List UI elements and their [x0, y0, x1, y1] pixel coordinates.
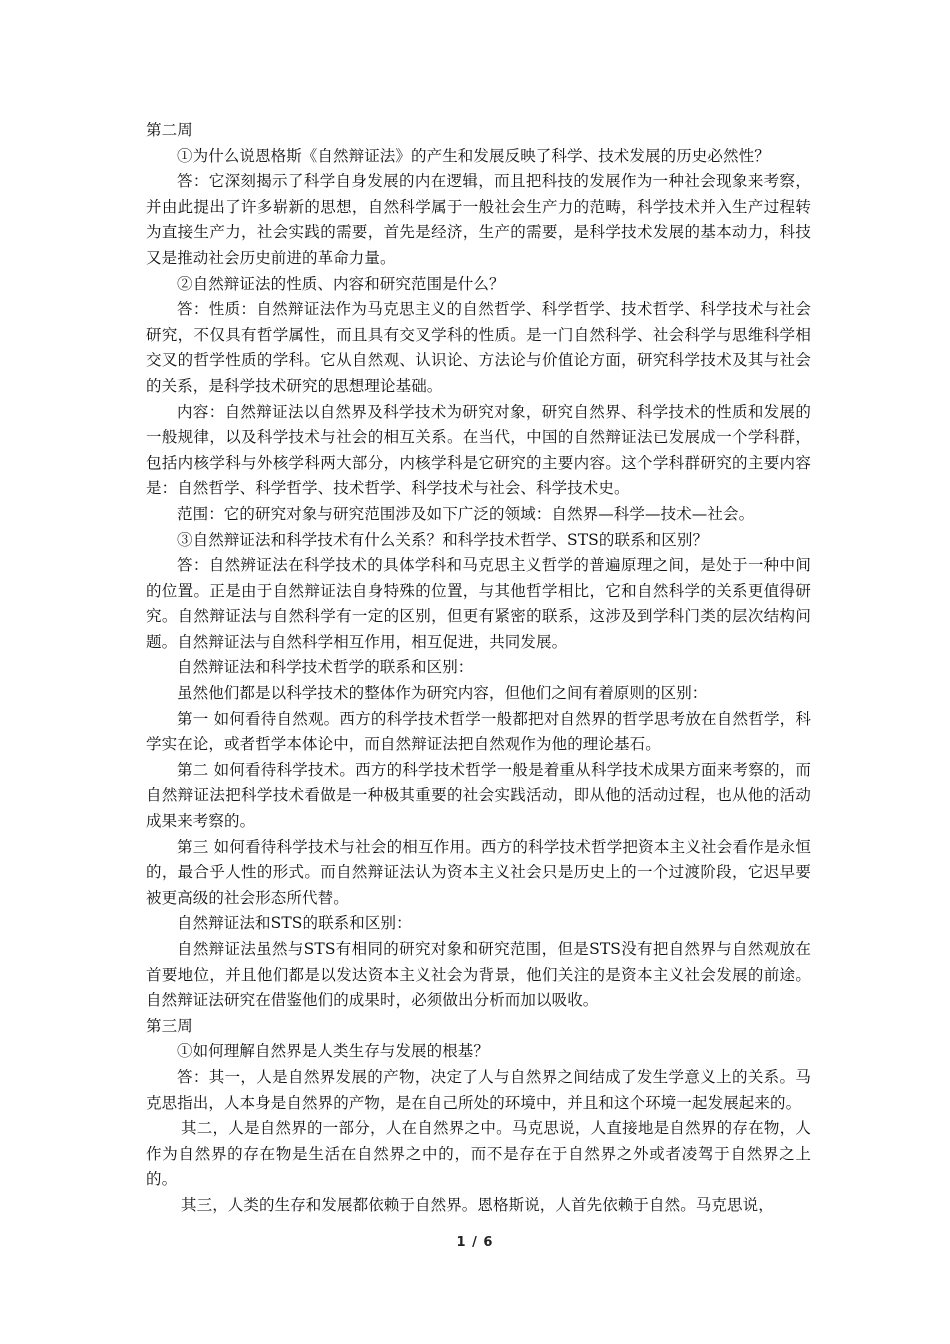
paragraph: 自然辩证法和科学技术哲学的联系和区别：	[177, 658, 474, 677]
paragraph: 其二，人是自然界的一部分，人在自然界之中。马克思说，人直接地是自然界的存在物，人作为自然界的存在物是生活在自然界之中的，而不是存在于自然界之外或者凌驾于自然界之上的。	[146, 1119, 811, 1189]
paragraph: ①如何理解自然界是人类生存与发展的根基？	[177, 1042, 490, 1061]
paragraph: ③自然辩证法和科学技术有什么关系？和科学技术哲学、STS的联系和区别？	[177, 530, 709, 549]
paragraph: 虽然他们都是以科学技术的整体作为研究内容，但他们之间有着原则的区别：	[177, 684, 708, 703]
paragraph: 答：自然辨证法在科学技术的具体学科和马克思主义哲学的普遍原理之间，是处于一种中间的位置。正是由于自然辩证法自身特殊的位置，与其他哲学相比，它和自然科学的关系更值得研究。自然辩证法与自然科学有一定的区别，但更有紧密的联系，这涉及到学科门类的层次结构问题。自然辩证法与自然科学相互作用，相互促进，共同发展。	[146, 556, 811, 651]
paragraph: 第二 如何看待科学技术。西方的科学技术哲学一般是着重从科学技术成果方面来考察的，而自然辩证法把科学技术看做是一种极其重要的社会实践活动，即从他的活动过程，也从他的活动成果来考察的。	[146, 760, 811, 831]
page-number: 1 / 6	[456, 1235, 494, 1250]
paragraph: ②自然辩证法的性质、内容和研究范围是什么？	[177, 274, 505, 293]
paragraph: 自然辩证法和STS的联系和区别：	[177, 914, 412, 933]
paragraph: 答：性质：自然辩证法作为马克思主义的自然哲学、科学哲学、技术哲学、科学技术与社会研究，不仅具有哲学属性，而且具有交叉学科的性质。是一门自然科学、社会科学与思维科学相交叉的哲学性质的学科。它从自然观、认识论、方法论与价值论方面，研究科学技术及其与社会的关系，是科学技术研究的思想理论基础。	[146, 300, 811, 395]
paragraph: 答：其一，人是自然界发展的产物，决定了人与自然界之间结成了发生学意义上的关系。马克思指出，人本身是自然界的产物，是在自己所处的环境中，并且和这个环境一起发展起来的。	[146, 1067, 811, 1112]
paragraph: 范围：它的研究对象与研究范围涉及如下广泛的领域：自然界—科学—技术—社会。	[177, 504, 755, 523]
paragraph: ①为什么说恩格斯《自然辩证法》的产生和发展反映了科学、技术发展的历史必然性？	[177, 146, 770, 165]
paragraph: 其三，人类的生存和发展都依赖于自然界。恩格斯说，人首先依赖于自然。马克思说，	[181, 1195, 774, 1214]
paragraph: 内容：自然辩证法以自然界及科学技术为研究对象，研究自然界、科学技术的性质和发展的一般规律，以及科学技术与社会的相互关系。在当代，中国的自然辩证法已发展成一个学科群，包括内核学科与外核学科两大部分，内核学科是它研究的主要内容。这个学科群研究的主要内容是：自然哲学、科学哲学、技术哲学、科学技术与社会、科学技术史。	[146, 402, 811, 498]
paragraph: 自然辩证法虽然与STS有相同的研究对象和研究范围，但是STS没有把自然界与自然观放在首要地位，并且他们都是以发达资本主义社会为背景，他们关注的是资本主义社会发展的前途。自然辩证法研究在借鉴他们的成果时，必须做出分析而加以吸收。	[146, 940, 811, 1010]
paragraph: 第一 如何看待自然观。西方的科学技术哲学一般都把对自然界的哲学思考放在自然哲学，科学实在论，或者哲学本体论中，而自然辩证法把自然观作为他的理论基石。	[146, 709, 811, 754]
document-body	[146, 118, 811, 1219]
paragraph: 答：它深刻揭示了科学自身发展的内在逻辑，而且把科技的发展作为一种社会现象来考察，并由此提出了许多崭新的思想，自然科学属于一般社会生产力的范畴，科学技术并入生产过程转为直接生产力，社会实践的需要，首先是经济，生产的需要，是科学技术发展的基本动力，科技又是推动社会历史前进的革命力量。	[146, 172, 811, 267]
paragraph: 第三 如何看待科学技术与社会的相互作用。西方的科学技术哲学把资本主义社会看作是永恒的，最合乎人性的形式。而自然辩证法认为资本主义社会只是历史上的一个过渡阶段，它迟早要被更高级的社会形态所代替。	[146, 837, 811, 907]
section-heading: 第三周	[146, 1016, 193, 1035]
section-heading: 第二周	[146, 121, 193, 139]
